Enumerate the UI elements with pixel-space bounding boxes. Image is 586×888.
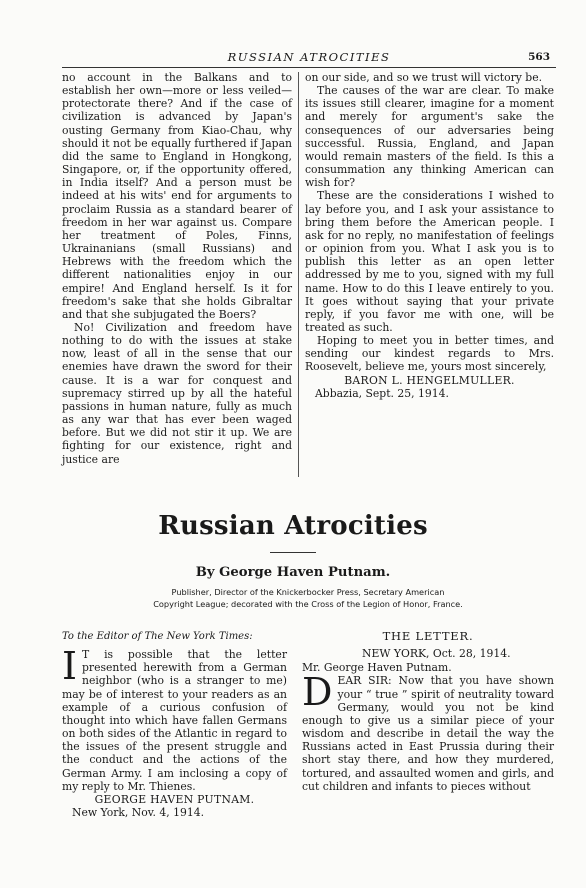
body-paragraph: These are the considerations I wished to lay before you, and I ask your assistance to bring them before the American people. I ask for no reply, no manifestation of feelings or opinion from you. What I ask you is to publish this letter as an open letter addressed by me to you, signed with my full name. How to do this I leave entirely to you. It goes without saying that your private reply, if you favor me with one, will be treated as such. [305,189,554,334]
letter-paragraph [302,670,554,793]
continued-paragraph: on our side, and so we trust will victory be. [305,71,543,84]
editor-salutation: To the Editor of The New York Times: [62,631,253,642]
top-right-column [305,71,554,400]
page-number: 563 [528,51,550,63]
continued-paragraph: no account in the Balkans and to establish her own—more or less veiled—protectorate there? And if the case of civilization is advanced by Japan's ousting Germany from Kiao-Chau, why should it not be equally furthered if Japan did the same to England in Hongkong, Singapore, or, if the opportunity offered, in India itself? And a person must be indeed at his wits' end for arguments to proclaim Russia as a standard bearer of freedom in her war against us. Compare her treatment of Poles, Finns, Ukrainanians (small Russians) and Hebrews with the freedom which the different nationalities enjoy in our empire! And England herself. Is it for freedom's sake that she holds Gibraltar and that she subjugated the Boers? [62,71,292,321]
running-title: RUSSIAN ATROCITIES [227,50,391,64]
paragraph-text: T is possible that the letter presented herewith from a German neighbor (who is a stranger to me) may be of interest to your readers as an example of a curious confusion of thought into which have fallen Germans on both sides of the Atlantic in regard to the issues of the present struggle and the conduct and the actions of the German Army. I am inclosing a copy of my reply to Mr. Thienes. [62,648,287,793]
running-head [62,50,556,68]
title-rule [270,552,316,553]
author-signature: GEORGE HAVEN PUTNAM. [94,792,255,806]
credits-line: Copyright League; decorated with the Cross of the Legion of Honor, France. [153,599,463,609]
closing-paragraph: Hoping to meet you in better times, and sending our kindest regards to Mrs. Roosevelt, believe me, yours most sincerely, [305,334,554,374]
top-left-column [62,71,292,466]
letter-dateline: Abbazia, Sept. 25, 1914. [315,386,449,400]
letter-date: NEW YORK, Oct. 28, 1914. [362,647,511,661]
letter-heading: THE LETTER. [382,629,474,643]
header-rule [62,67,556,68]
letter-signature: BARON L. HENGELMULLER. [344,373,515,387]
author-dateline: New York, Nov. 4, 1914. [72,806,205,820]
drop-cap: I [62,644,78,689]
opening-paragraph [62,644,287,793]
drop-cap: D [302,670,333,715]
body-paragraph: No! Civilization and freedom have nothing to do with the issues at stake now, least of all in the sense that our enemies have drawn the sword for their cause. It is a war for conquest and supremacy stirred up by all the hateful passions in human nature, fully as much as any war that has ever been waged before. But we did not stir it up. We are fighting for our existence, right and justice are [62,320,292,466]
bottom-left-column [62,630,287,819]
body-paragraph: The causes of the war are clear. To make its issues still clearer, imagine for a moment and merely for argument's sake the consequences of our adversaries being successful. Russia, England, and Japan would remain masters of the field. Is this a consummation any thinking American can wish for? [305,84,554,190]
article-title: Russian Atrocities [158,511,428,541]
letter-addressee: Mr. George Haven Putnam. [302,661,452,675]
author-credits [70,586,546,610]
credits-line: Publisher, Director of the Knickerbocker Press, Secretary American [171,587,445,597]
paragraph-text: EAR SIR: Now that you have shown your “ true ” spirit of neutrality toward Germany, would you not be kind enough to give us a similar piece of your wisdom and describe in detail the way the Russians acted in East Prussia during their short stay there, and how they murdered, tortured, and assaulted women and girls, and cut children and infants to pieces without [302,674,554,793]
column-divider [298,72,299,477]
article-byline: By George Haven Putnam. [195,565,391,580]
bottom-right-column [302,630,554,793]
